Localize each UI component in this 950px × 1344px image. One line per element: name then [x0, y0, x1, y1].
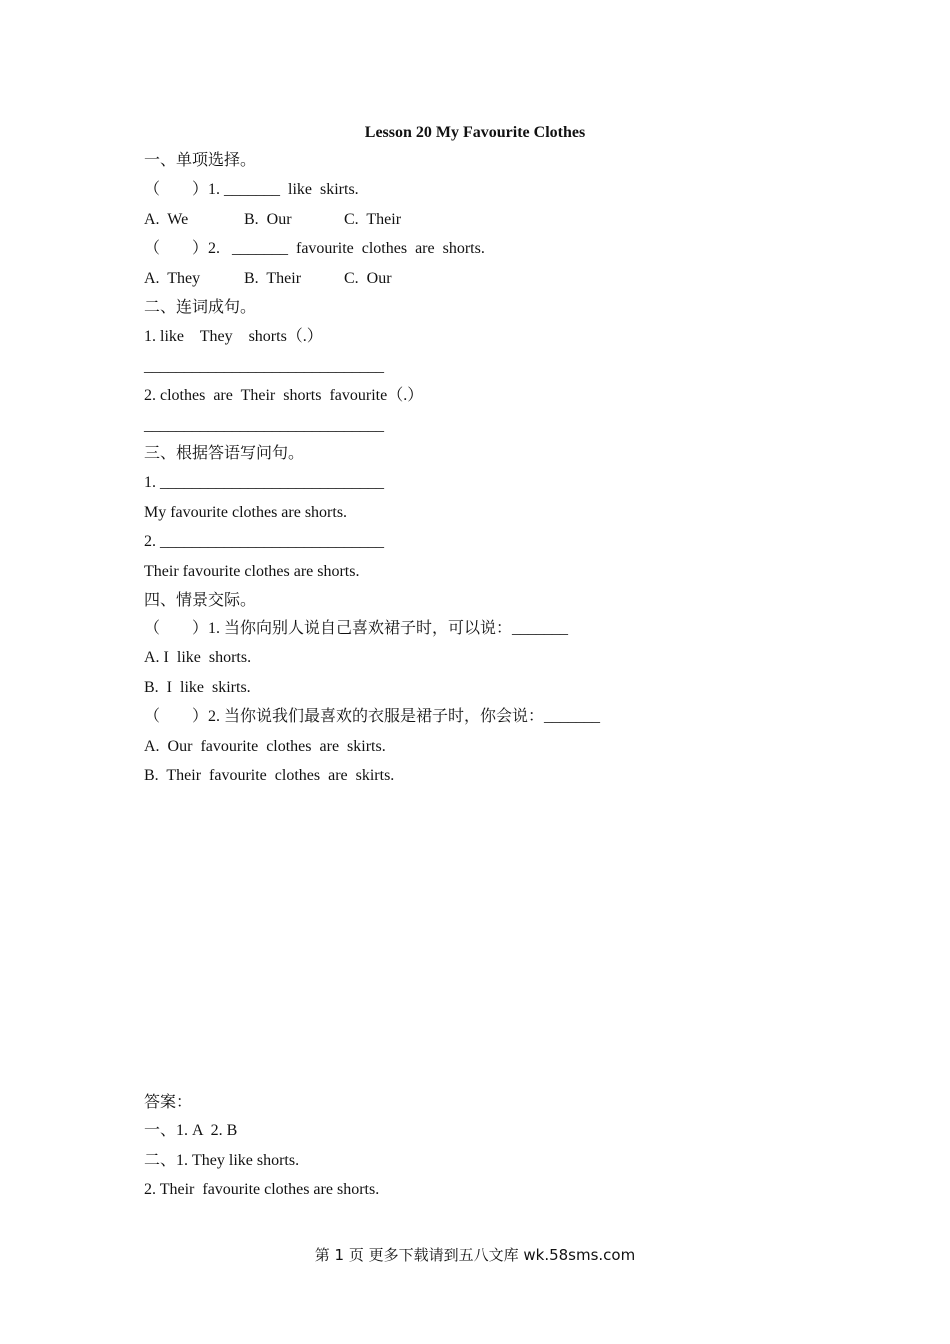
section-2-heading: 二、连词成句。 — [144, 299, 257, 316]
q1-option-b: B. Our — [244, 211, 292, 228]
answers-line-2: 二、1. They like shorts. — [144, 1152, 300, 1169]
q1-option-a: A. We — [144, 211, 189, 228]
answers-line-1: 一、1. A 2. B — [144, 1122, 238, 1139]
section-3-answer-2: Their favourite clothes are shorts. — [144, 563, 360, 580]
section-4-q1-option-a: A. I like shorts. — [144, 649, 252, 666]
page-footer: 第 1 页 更多下载请到五八文库 wk.58sms.com — [314, 1246, 636, 1264]
lesson-title: Lesson 20 My Favourite Clothes — [364, 124, 586, 141]
section-1-question-1: （ ）1. _______ like skirts. — [144, 181, 359, 198]
section-4-heading: 四、情景交际。 — [144, 592, 257, 609]
q1-option-c: C. Their — [344, 211, 402, 228]
section-2-question-2: 2. clothes are Their shorts favourite（.） — [144, 387, 424, 404]
section-3-answer-1: My favourite clothes are shorts. — [144, 504, 348, 521]
answer-blank-2: ______________________________ — [144, 417, 384, 434]
section-4-question-2: （ ）2. 当你说我们最喜欢的衣服是裙子时，你会说：_______ — [144, 708, 601, 725]
q2-option-a: A. They — [144, 270, 201, 287]
section-3-question-2: 2. ____________________________ — [144, 533, 384, 550]
section-2-question-1: 1. like They shorts（.） — [144, 328, 323, 345]
section-4-q2-option-b: B. Their favourite clothes are skirts. — [144, 767, 395, 784]
section-3-question-1: 1. ____________________________ — [144, 474, 384, 491]
answers-line-3: 2. Their favourite clothes are shorts. — [144, 1181, 380, 1198]
q2-option-b: B. Their — [244, 270, 302, 287]
q2-option-c: C. Our — [344, 270, 392, 287]
section-1-heading: 一、单项选择。 — [144, 152, 257, 169]
section-3-heading: 三、根据答语写问句。 — [144, 445, 305, 462]
answers-heading: 答案： — [144, 1094, 193, 1111]
section-4-q2-option-a: A. Our favourite clothes are skirts. — [144, 738, 386, 755]
section-4-q1-option-b: B. I like skirts. — [144, 679, 251, 696]
answer-blank-1: ______________________________ — [144, 358, 384, 375]
section-4-question-1: （ ）1. 当你向别人说自己喜欢裙子时，可以说：_______ — [144, 620, 569, 637]
section-1-question-2: （ ）2. _______ favourite clothes are shorts. — [144, 240, 485, 257]
